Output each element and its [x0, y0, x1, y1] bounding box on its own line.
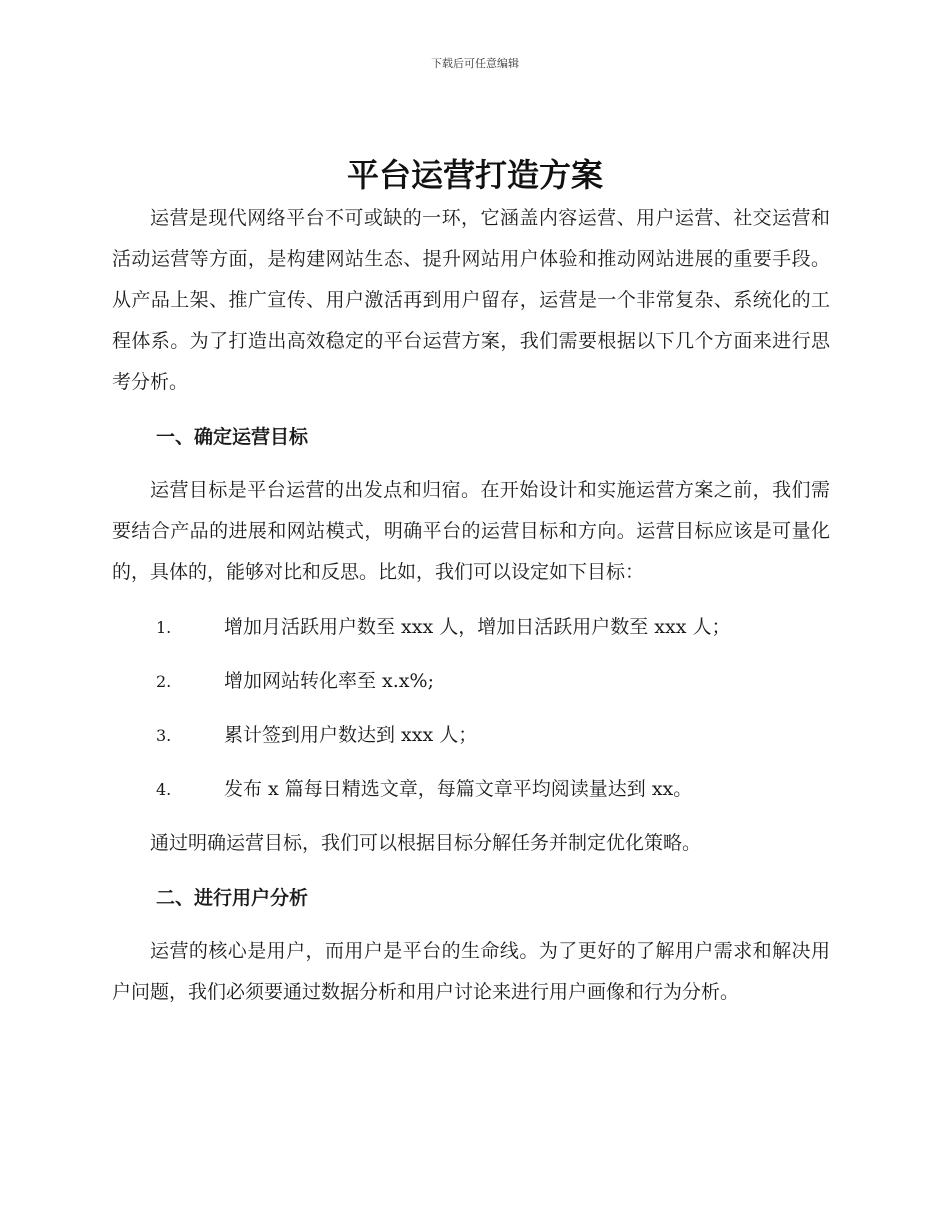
list-text: 发布 x 篇每日精选文章，每篇文章平均阅读量达到 xx。 — [224, 778, 693, 800]
goals-list — [112, 607, 830, 810]
intro-paragraph: 运营是现代网络平台不可或缺的一环，它涵盖内容运营、用户运营、社交运营和活动运营等方面，是构建网站生态、提升网站用户体验和推动网站进展的重要手段。从产品上架、推广宣传、用户激活再到用户留存，运营是一个非常复杂、系统化的工程体系。为了打造出高效稳定的平台运营方案，我们需要根据以下几个方面来进行思考分析。 — [112, 207, 830, 393]
list-number: 3. — [156, 726, 172, 745]
list-number: 2. — [156, 672, 172, 691]
list-item — [112, 661, 830, 702]
list-item — [112, 769, 830, 810]
list-text: 累计签到用户数达到 xxx 人； — [224, 724, 478, 746]
document-title: 平台运营打造方案 — [346, 156, 603, 194]
list-item — [112, 607, 830, 648]
user-analysis-paragraph: 运营的核心是用户，而用户是平台的生命线。为了更好的了解用户需求和解决用户问题，我们必须要通过数据分析和用户讨论来进行用户画像和行为分析。 — [112, 940, 830, 1003]
section-heading-user-analysis: 二、进行用户分析 — [156, 887, 309, 909]
document-body — [112, 198, 830, 1013]
list-text: 增加网站转化率至 x.x%; — [224, 670, 434, 692]
list-number: 1. — [156, 618, 172, 637]
list-item — [112, 715, 830, 756]
goals-closing-paragraph: 通过明确运营目标，我们可以根据目标分解任务并制定优化策略。 — [150, 832, 702, 854]
list-text: 增加月活跃用户数至 xxx 人，增加日活跃用户数至 xxx 人； — [224, 616, 731, 638]
goals-paragraph: 运营目标是平台运营的出发点和归宿。在开始设计和实施运营方案之前，我们需要结合产品的进展和网站模式，明确平台的运营目标和方向。运营目标应该是可量化的，具体的，能够对比和反思。比如，我们可以设定如下目标： — [112, 479, 830, 583]
list-number: 4. — [156, 780, 172, 799]
page-header-note: 下载后可任意编辑 — [431, 57, 519, 70]
section-heading-goals: 一、确定运营目标 — [156, 426, 309, 448]
